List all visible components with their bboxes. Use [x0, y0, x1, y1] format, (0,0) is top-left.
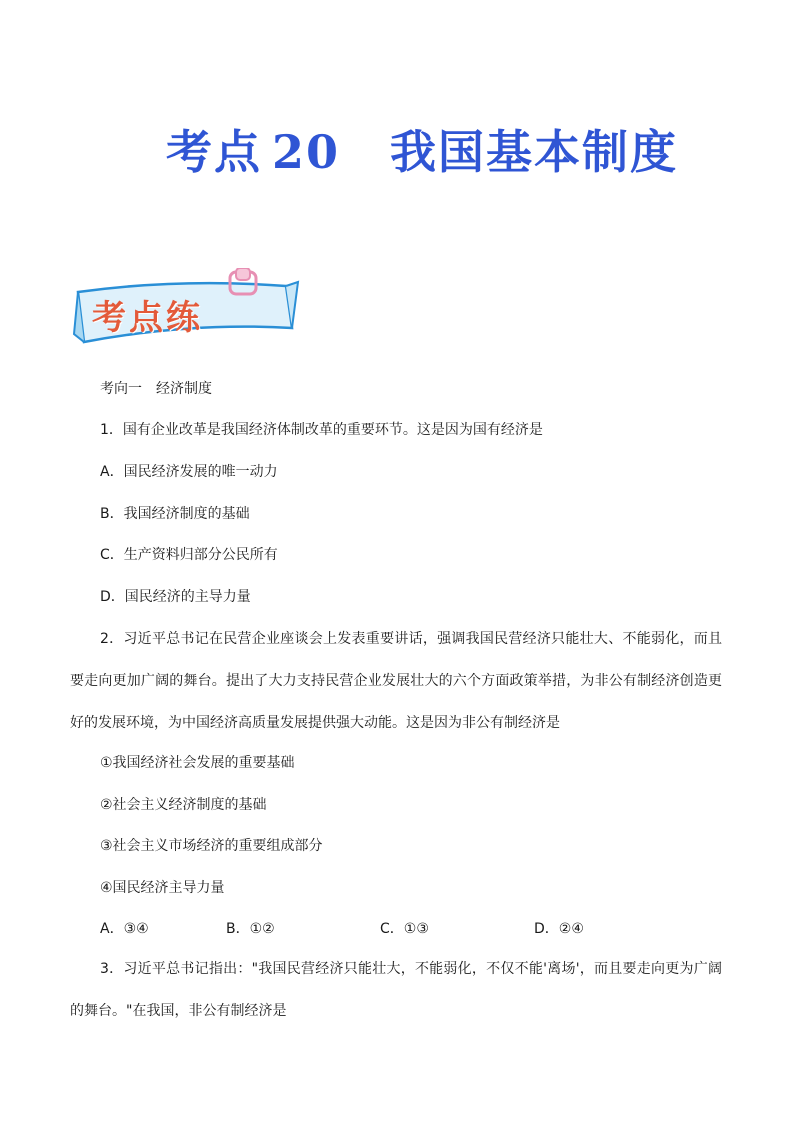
banner-label: 考点练 — [92, 298, 203, 338]
question-3-stem: 3．习近平总书记指出："我国民营经济只能壮大，不能弱化，不仅不能'离场'，而且要走向更为广阔的舞台。"在我国，非公有制经济是 — [70, 961, 722, 1019]
question-1-option-b: B．我国经济制度的基础 — [100, 506, 250, 522]
question-2-choice-b: B．①② — [226, 921, 275, 937]
question-1-option-c: C．生产资料归部分公民所有 — [100, 547, 278, 563]
question-2-stem: 2．习近平总书记在民营企业座谈会上发表重要讲话，强调我国民营经济只能壮大、不能弱化，而且要走向更加广阔的舞台。提出了大力支持民营企业发展壮大的六个方面政策举措，为非公有制经济创造更好的发展环境，为中国经济高质量发展提供强大动能。这是因为非公有制经济是 — [70, 631, 722, 731]
question-2-statement-4: ④国民经济主导力量 — [100, 880, 225, 896]
title-number: 20 — [271, 125, 340, 179]
question-1-option-a: A．国民经济发展的唯一动力 — [100, 464, 278, 480]
question-1-stem: 1．国有企业改革是我国经济体制改革的重要环节。这是因为国有经济是 — [100, 422, 543, 438]
question-2-statement-1: ①我国经济社会发展的重要基础 — [100, 755, 295, 771]
question-2-statement-3: ③社会主义市场经济的重要组成部分 — [100, 838, 323, 854]
question-2-choice-a: A．③④ — [100, 921, 149, 937]
title-prefix: 考点 — [165, 125, 262, 179]
question-2-statement-2: ②社会主义经济制度的基础 — [100, 797, 267, 813]
question-1-option-d: D．国民经济的主导力量 — [100, 589, 251, 605]
question-2-choice-d: D．②④ — [534, 921, 584, 937]
page-title — [0, 116, 794, 182]
question-2-choice-c: C．①③ — [380, 921, 429, 937]
section-heading: 考向一 经济制度 — [100, 381, 212, 397]
title-subject: 我国基本制度 — [390, 125, 678, 179]
